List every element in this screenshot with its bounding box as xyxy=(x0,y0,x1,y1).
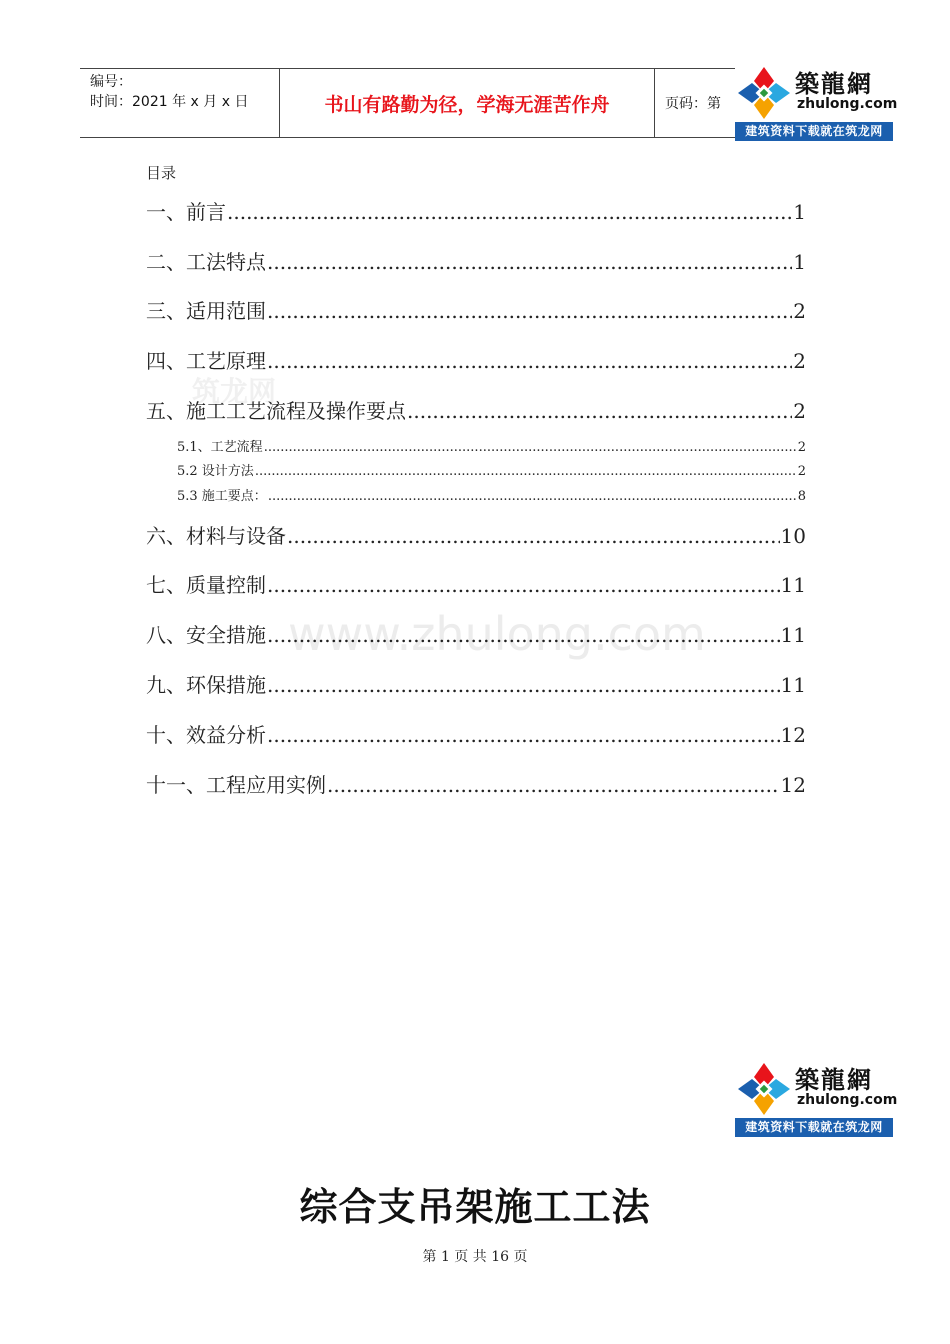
toc-leader xyxy=(227,200,792,224)
toc-entry-label: 六、材料与设备 xyxy=(146,524,286,548)
logo-english: zhulong.com xyxy=(797,96,898,112)
pinwheel-logo-icon xyxy=(735,64,793,122)
toc-leader xyxy=(267,250,792,274)
zhulong-logo-bottom xyxy=(735,1060,898,1138)
toc-entry[interactable] xyxy=(146,295,806,325)
toc-entry-label: 5.3 施工要点： xyxy=(177,489,267,504)
page-footer: 第 1 页 共 16 页 xyxy=(422,1249,528,1265)
toc-leader xyxy=(287,524,780,548)
toc-leader xyxy=(268,489,797,504)
toc-entry-label: 十一、工程应用实例 xyxy=(146,773,326,797)
time-label: 时间：2021 年 x 月 x 日 xyxy=(90,94,249,110)
toc-subentry[interactable] xyxy=(177,460,806,480)
pinwheel-logo-icon xyxy=(735,1060,793,1118)
toc-entry[interactable] xyxy=(146,345,806,375)
page-header xyxy=(80,68,740,138)
toc-subentry[interactable] xyxy=(177,436,806,456)
toc-entry-label: 三、适用范围 xyxy=(146,299,266,323)
toc-entry-page: 2 xyxy=(793,399,806,423)
watermark-top: 筑龙网 xyxy=(192,375,277,408)
toc-entry-label: 五、施工工艺流程及操作要点 xyxy=(146,399,406,423)
toc-entry-page: 1 xyxy=(793,200,806,224)
toc-entry-page: 2 xyxy=(797,440,806,455)
toc-entry[interactable] xyxy=(146,669,806,699)
toc-leader xyxy=(267,673,780,697)
logo-chinese: 築龍網 xyxy=(795,69,873,98)
toc-leader xyxy=(267,349,792,373)
header-slogan: 书山有路勤为径，学海无涯苦作舟 xyxy=(280,69,655,137)
toc-subentry[interactable] xyxy=(177,485,806,505)
toc-leader xyxy=(327,773,780,797)
toc-entry[interactable] xyxy=(146,769,806,799)
toc-leader xyxy=(407,399,792,423)
toc-leader xyxy=(255,464,797,479)
toc-leader xyxy=(267,623,780,647)
toc-entry-label: 九、环保措施 xyxy=(146,673,266,697)
toc-entry-page: 11 xyxy=(780,623,806,647)
toc-entry[interactable] xyxy=(146,520,806,550)
logo-english: zhulong.com xyxy=(797,1092,898,1108)
toc-entry[interactable] xyxy=(146,246,806,276)
toc-entry-label: 七、质量控制 xyxy=(146,573,266,597)
toc-entry[interactable] xyxy=(146,619,806,649)
document-title: 综合支吊架施工工法 xyxy=(299,1184,651,1229)
toc-entry-label: 5.1、工艺流程 xyxy=(177,440,263,455)
toc-entry-label: 四、工艺原理 xyxy=(146,349,266,373)
logo-tagline: 建筑资料下载就在筑龙网 xyxy=(735,122,893,141)
toc-entry-label: 二、工法特点 xyxy=(146,250,266,274)
toc-title: 目录 xyxy=(146,164,177,182)
toc-entry-label: 十、效益分析 xyxy=(146,723,266,747)
toc-entry-label: 八、安全措施 xyxy=(146,623,266,647)
toc-entry[interactable] xyxy=(146,569,806,599)
watermark-center: www.zhulong.com xyxy=(288,607,706,661)
toc-leader xyxy=(267,299,792,323)
number-label: 编号： xyxy=(90,74,132,90)
toc-entry-page: 2 xyxy=(797,464,806,479)
toc-entry[interactable] xyxy=(146,395,806,425)
toc-entry[interactable] xyxy=(146,719,806,749)
logo-tagline: 建筑资料下载就在筑龙网 xyxy=(735,1118,893,1137)
toc-entry-page: 12 xyxy=(780,773,806,797)
toc-entry-page: 11 xyxy=(780,573,806,597)
toc-entry-page: 11 xyxy=(780,673,806,697)
toc-leader xyxy=(267,573,780,597)
toc-entry-page: 2 xyxy=(793,299,806,323)
toc-leader xyxy=(267,723,780,747)
toc-entry-label: 一、前言 xyxy=(146,200,226,224)
toc-entry-page: 12 xyxy=(780,723,806,747)
toc-entry-label: 5.2 设计方法 xyxy=(177,464,254,479)
toc-leader xyxy=(264,440,797,455)
header-meta xyxy=(80,69,280,137)
toc-entry-page: 1 xyxy=(793,250,806,274)
toc-entry-page: 8 xyxy=(797,489,806,504)
zhulong-logo-top xyxy=(735,64,898,142)
toc-entry-page: 10 xyxy=(780,524,806,548)
logo-chinese: 築龍網 xyxy=(795,1065,873,1094)
toc-entry[interactable] xyxy=(146,196,806,226)
page-number-label: 页码：第 xyxy=(665,96,721,112)
toc-entry-page: 2 xyxy=(793,349,806,373)
